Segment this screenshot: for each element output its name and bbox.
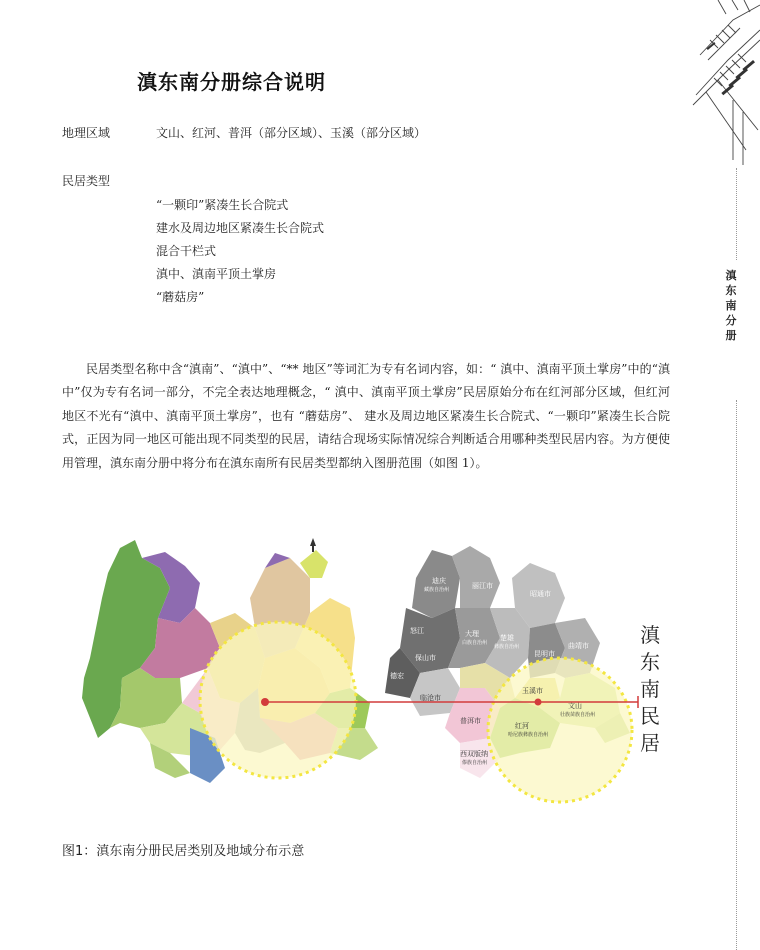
label-honghe-sub: 哈尼族彝族自治州 xyxy=(508,732,549,738)
list-item: “蘑菇房” xyxy=(156,290,205,304)
region-highlight-circle-left xyxy=(200,622,356,778)
label-lincang: 临沧市 xyxy=(420,694,441,702)
label-yuxi: 玉溪市 xyxy=(522,687,543,695)
label-diqing-sub: 藏族自治州 xyxy=(424,587,450,593)
label-zhaotong: 昭通市 xyxy=(530,590,551,598)
label-chuxiong: 楚雄 xyxy=(500,634,514,642)
label-dali: 大理 xyxy=(465,630,479,638)
dwelling-distribution-map xyxy=(82,538,378,783)
figure-maps xyxy=(60,528,680,828)
page-title: 滇东南分册综合说明 xyxy=(137,70,326,94)
corner-sketch-illustration xyxy=(688,0,760,165)
label-xishuangbanna-sub: 傣族自治州 xyxy=(462,760,488,766)
label-wenshan: 文山 xyxy=(568,702,582,710)
figure-vertical-label: 滇东南民居 xyxy=(640,623,660,755)
label-honghe: 红河 xyxy=(515,722,529,730)
label-wenshan-sub: 壮族苗族自治州 xyxy=(560,712,596,718)
region-value: 文山、红河、普洱（部分区域）、玉溪（部分区域） xyxy=(156,126,427,140)
label-xishuangbanna: 西双版纳 xyxy=(460,750,488,758)
region-highlight-circle-right xyxy=(488,658,632,802)
connector-dot-right xyxy=(535,699,542,706)
region-label: 地理区域 xyxy=(62,126,111,140)
label-lijiang: 丽江市 xyxy=(472,582,493,590)
label-diqing: 迪庆 xyxy=(432,577,446,585)
dwelling-type-list xyxy=(156,194,324,309)
label-puer: 普洱市 xyxy=(460,717,481,725)
explanation-paragraph: 民居类型名称中含“滇南”、“滇中”、“** 地区”等词汇为专有名词内容，如：“ 滇中、滇南平顶土掌房”中的“滇中”仅为专有名词一部分，不完全表达地理概念，“ 滇中、滇南平顶土掌房”民居原始分布在红河部分区域，但红河地区不光有“滇中、滇南平顶土掌房”，也有 “蘑菇房”、 建水及周边地区紧凑生长合院式、“一颗印”紧凑生长合院式，正因为同一地区可能出现不同类型的民居，请结合现场实际情况综合判断适合用哪种类型民居内容。为方便使用管理，滇东南分册中将分布在滇东南所有民居类型都纳入图册范围（如图 1）。 xyxy=(62,362,670,470)
list-item: “一颗印”紧凑生长合院式 xyxy=(156,198,289,212)
label-chuxiong-sub: 彝族自治州 xyxy=(494,644,520,650)
figure-caption: 图1：滇东南分册民居类别及地域分布示意 xyxy=(62,844,305,859)
sidebar-divider-top xyxy=(736,168,737,260)
list-item: 混合干栏式 xyxy=(156,244,217,258)
list-item: 建水及周边地区紧凑生长合院式 xyxy=(156,221,325,235)
label-kunming: 昆明市 xyxy=(534,650,555,658)
sidebar-volume-label: 滇东南分册 xyxy=(725,269,737,342)
connector-dot-left xyxy=(261,698,269,706)
dwelling-types-label: 民居类型 xyxy=(62,174,111,188)
label-baoshan: 保山市 xyxy=(415,654,436,662)
label-nujiang: 怒江 xyxy=(410,627,424,635)
label-qujing: 曲靖市 xyxy=(568,642,589,650)
administrative-map xyxy=(385,546,632,802)
list-item: 滇中、滇南平顶土掌房 xyxy=(156,267,277,281)
sidebar-divider-bottom xyxy=(736,400,737,950)
label-dehong: 德宏 xyxy=(390,672,404,680)
label-dali-sub: 白族自治州 xyxy=(462,640,488,646)
